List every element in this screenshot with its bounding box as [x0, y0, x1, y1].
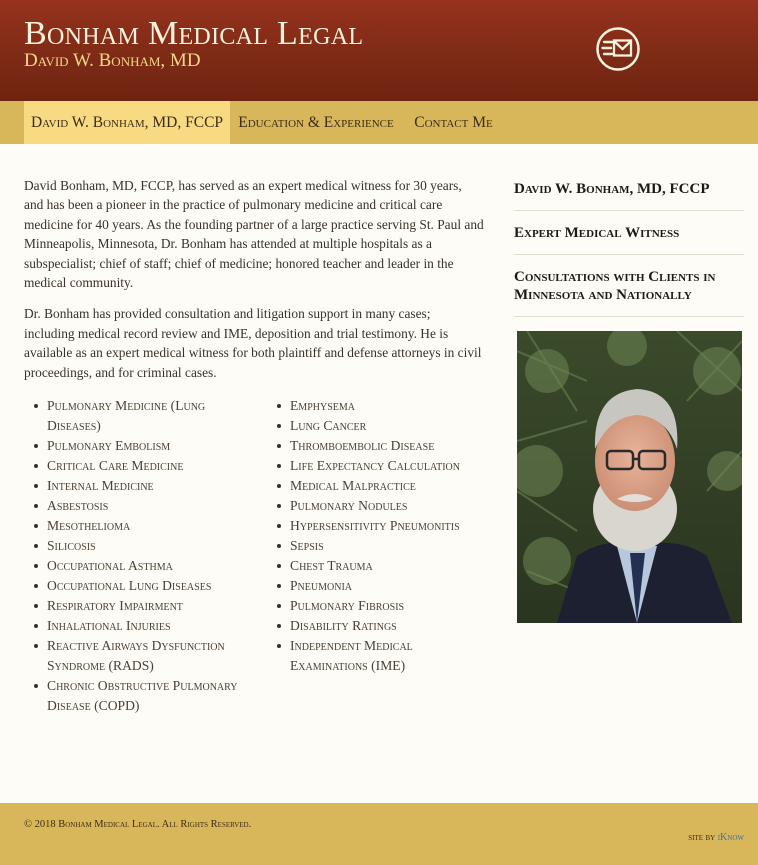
list-item: Pneumonia [267, 576, 482, 596]
main-nav [0, 101, 758, 144]
copyright-text: © 2018 Bonham Medical Legal. All Rights Reserved. [24, 819, 252, 830]
nav-item-contact[interactable]: Contact Me [414, 114, 493, 131]
list-item: Inhalational Injuries [24, 616, 260, 636]
main-content [24, 176, 484, 394]
list-item: Silicosis [24, 536, 260, 556]
list-item: Chronic Obstructive Pulmonary Disease (COPD) [24, 676, 260, 716]
list-item: Occupational Asthma [24, 556, 260, 576]
list-item: Chest Trauma [267, 556, 482, 576]
list-item: Pulmonary Nodules [267, 496, 482, 516]
nav-item-home[interactable]: David W. Bonham, MD, FCCP [24, 101, 230, 144]
list-item: Occupational Lung Diseases [24, 576, 260, 596]
list-item: Life Expectancy Calculation [267, 456, 482, 476]
nav-item-education[interactable]: Education & Experience [238, 114, 394, 131]
sidebar-divider [514, 254, 744, 255]
sidebar-divider [514, 316, 744, 317]
list-item: Sepsis [267, 536, 482, 556]
site-credit [688, 832, 744, 843]
services-list-right [267, 396, 482, 676]
list-item: Internal Medicine [24, 476, 260, 496]
list-item: Pulmonary Medicine (Lung Diseases) [24, 396, 260, 436]
credit-link[interactable]: iKnow [717, 832, 744, 843]
sidebar-heading-name: David W. Bonham, MD, FCCP [514, 181, 710, 197]
site-title[interactable]: Bonham Medical Legal [24, 15, 364, 52]
list-item: Thromboembolic Disease [267, 436, 482, 456]
sidebar-heading-consultations: Consultations with Clients in Minnesota and Nationally [514, 269, 716, 303]
site-header [0, 0, 758, 101]
list-item: Mesothelioma [24, 516, 260, 536]
site-footer [0, 803, 758, 865]
credit-prefix: site by [688, 832, 718, 843]
list-item: Medical Malpractice [267, 476, 482, 496]
services-paragraph: Dr. Bonham has provided consultation and litigation support in many cases; including medical record review and IME, deposition and trial testimony. He is available as an expert medical witness for both plaintiff and defense attorneys in civil proceedings, and for criminal cases. [24, 306, 482, 380]
intro-paragraph: David Bonham, MD, FCCP, has served as an expert medical witness for 30 years, and has been a pioneer in the practice of pulmonary medicine and critical care medicine for 40 years. As the founding partner of a large practice serving St. Paul and Minneapolis, Minnesota, Dr. Bonham has attended at multiple hospitals as a subspecialist; chief of staff; chief of medicine; honored teacher and leader in the medical community. [24, 178, 484, 291]
list-item: Disability Ratings [267, 616, 482, 636]
list-item: Pulmonary Embolism [24, 436, 260, 456]
list-item: Emphysema [267, 396, 482, 416]
services-list-left [24, 396, 260, 716]
list-item: Critical Care Medicine [24, 456, 260, 476]
list-item: Independent Medical Examinations (IME) [267, 636, 482, 676]
list-item: Reactive Airways Dysfunction Syndrome (RADS) [24, 636, 260, 676]
site-subtitle: David W. Bonham, MD [24, 50, 201, 71]
list-item: Hypersensitivity Pneumonitis [267, 516, 482, 536]
list-item: Lung Cancer [267, 416, 482, 436]
list-item: Pulmonary Fibrosis [267, 596, 482, 616]
list-item: Asbestosis [24, 496, 260, 516]
portrait-photo [517, 331, 742, 623]
sidebar-divider [514, 210, 744, 211]
list-item: Respiratory Impairment [24, 596, 260, 616]
sidebar-heading-witness: Expert Medical Witness [514, 225, 680, 241]
mail-icon[interactable] [595, 26, 641, 72]
